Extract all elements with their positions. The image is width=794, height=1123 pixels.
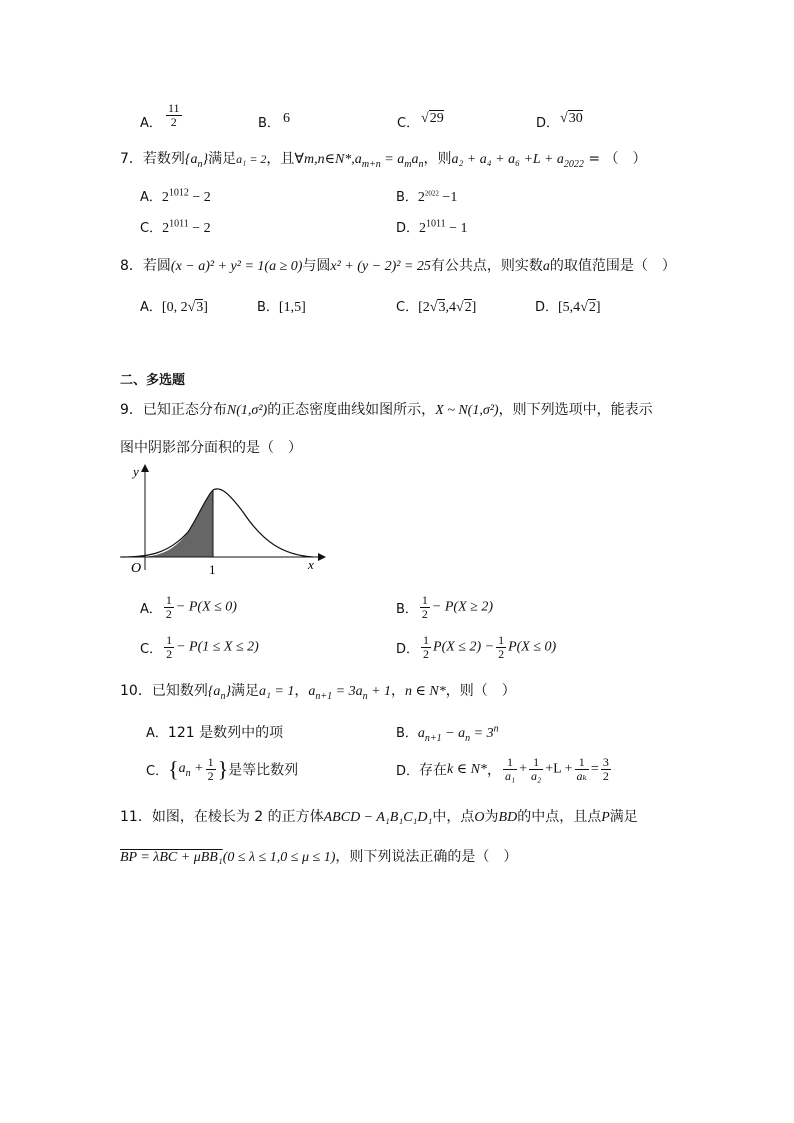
q6-d-radicand: 30 xyxy=(568,111,583,126)
q10-option-c-text: 是等比数列 xyxy=(228,762,299,779)
q11-point-o: O xyxy=(474,810,485,825)
q10-c-brace-open: { xyxy=(168,756,179,782)
q9-option-d-expr1: P(X ≤ 2) − xyxy=(433,639,495,655)
q9-y-axis-arrow xyxy=(141,464,149,472)
q7-expr-end: = （ ） xyxy=(583,151,647,167)
q9-shaded-region xyxy=(136,490,213,557)
q11-stem-line2 xyxy=(120,846,517,866)
q10-cond2: $a_{n+1} = 3a_n + 1$ xyxy=(308,684,392,702)
q11-line2-end: ，则下列说法正确的是（ ） xyxy=(335,849,518,865)
q9-x-axis-arrow xyxy=(318,553,326,561)
q8-circle1: (x − a)² + y² = 1(a ≥ 0) xyxy=(170,259,303,274)
q7-option-a-label: A． xyxy=(140,190,162,205)
q8-option-d xyxy=(535,296,601,316)
q8-option-c xyxy=(396,296,476,316)
q9-tick-label: 1 xyxy=(209,562,216,577)
q7-stem-mid3: ，则 xyxy=(423,151,452,167)
q10-option-d xyxy=(396,756,613,783)
q9-stem-line2: 图中阴影部分面积的是（ ） xyxy=(120,440,302,456)
q10-c-brace-close: } xyxy=(217,756,229,782)
q6-option-a-fraction xyxy=(166,102,182,129)
q10-option-d-cond: k ∈ N* xyxy=(447,762,487,777)
q6-c-radicand: 29 xyxy=(429,111,444,126)
q10-d-sum-tail: +L + xyxy=(545,761,573,777)
q7-option-d-label: D． xyxy=(396,221,420,236)
q9-d-half-1: $\frac{1}{2}$ xyxy=(423,633,430,661)
q10-option-c xyxy=(146,756,298,783)
q10-option-c-label: C． xyxy=(146,764,169,779)
q10-option-d-label: D． xyxy=(396,764,420,779)
section-title-multiple-choice: 二、多选题 xyxy=(120,373,186,388)
q10-option-a-label: A． xyxy=(146,726,168,741)
q8-stem-tail: 的取值范围是（ ） xyxy=(549,258,676,274)
q8-option-a-value: [0, 2√3] xyxy=(161,300,208,315)
q7-stem xyxy=(120,148,647,170)
q10-d-frac-1: $\frac{1}{\text{a₁}}$ xyxy=(504,755,516,783)
q9-line1-mid: 的正态密度曲线如图所示， xyxy=(267,402,436,418)
q10-option-a xyxy=(146,722,283,742)
q11-cube: ABCD − A₁B₁C₁D₁ xyxy=(323,810,433,825)
q8-option-c-value: [2√3,4√2] xyxy=(418,300,477,315)
q8-circle2: x² + (y − 2)² = 25 xyxy=(330,259,431,274)
q10-cond3: n ∈ N* xyxy=(405,684,446,699)
q11-cond: (0 ≤ λ ≤ 1,0 ≤ μ ≤ 1) xyxy=(222,850,336,865)
q11-segment-bd: BD xyxy=(498,810,518,825)
q7-stem-mid1: 满足 xyxy=(208,151,237,167)
q10-option-d-text: 存在 xyxy=(419,762,448,779)
q9-c-half: $\frac{1}{2}$ xyxy=(166,633,173,661)
q10-stem xyxy=(120,680,516,702)
q11-vector-eq: BP = λBC + μBB₁ xyxy=(120,850,223,865)
q6-a-num: 11 xyxy=(168,101,180,115)
q6-options xyxy=(140,101,700,134)
q7-option-b xyxy=(396,186,457,206)
q6-option-d-value: √30 xyxy=(560,111,583,126)
q9-x-label: x xyxy=(308,557,314,572)
q10-option-b-expr: $a_{n+1} - a_n = 3^n$ xyxy=(417,723,499,744)
q8-stem-mid: 与圆 xyxy=(302,258,331,274)
q11-line1-end: 满足 xyxy=(609,809,638,825)
q10-d-frac-2: $\frac{1}{\text{a₂}}$ xyxy=(531,755,542,783)
q7-expr: $a_2 + a_4 + a_6 +L + a_{2022}$ xyxy=(451,152,584,170)
q7-option-d xyxy=(396,217,468,237)
q11-point-p: P xyxy=(601,810,610,825)
q8-option-a-label: A． xyxy=(140,300,162,315)
q9-option-b-label: B． xyxy=(396,602,418,617)
q10-stem-pre: 10．已知数列 xyxy=(120,683,208,699)
q7-cond2: $m,n\in N*,a_{m+n} = a_ma_n$ xyxy=(304,152,424,170)
q10-d-sep: ， xyxy=(486,762,501,779)
q9-d-half-2: $\frac{1}{2}$ xyxy=(498,633,505,661)
q8-option-c-label: C． xyxy=(396,300,419,315)
q9-dist2: X ~ N(1,σ²) xyxy=(435,403,499,418)
q6-a-den: 2 xyxy=(170,115,177,129)
q10-option-b-label: B． xyxy=(396,726,418,741)
q10-option-a-text: 121 是数列中的项 xyxy=(167,725,284,741)
q7-option-b-value: $2^{2022} -1$ xyxy=(417,189,458,205)
q7-option-c-value: $2^{1011} - 2$ xyxy=(162,218,211,236)
q8-option-d-label: D． xyxy=(535,300,559,315)
q8-stem xyxy=(120,255,676,275)
q7-cond1: a₁ = 2 xyxy=(236,152,267,166)
q8-var: a xyxy=(542,259,550,274)
q8-option-b-value: [1,5] xyxy=(278,300,306,315)
q7-seq: $\{a_n\}$ xyxy=(184,152,209,170)
q6-option-c-label: C． xyxy=(397,116,420,131)
q7-option-a-value: $2^{1012} - 2$ xyxy=(161,187,211,205)
q10-option-b xyxy=(396,722,499,744)
q9-option-b xyxy=(396,594,493,621)
q9-density-curve xyxy=(122,489,313,557)
q10-sep-2: ， xyxy=(391,683,406,699)
q10-d-plus: + xyxy=(519,761,528,777)
q7-stem-pre: 7．若数列 xyxy=(120,151,185,167)
q10-seq: $\{a_n\}$ xyxy=(207,684,232,702)
q8-option-d-value: [5,4√2] xyxy=(558,300,601,315)
q11-line1-mid2: 为 xyxy=(484,809,499,825)
q6-option-c-value: √29 xyxy=(421,111,444,126)
q7-stem-mid2: ，且∀ xyxy=(266,151,304,167)
q9-a-half: $\frac{1}{2}$ xyxy=(165,593,172,621)
q9-b-half: $\frac{1}{2}$ xyxy=(421,593,428,621)
q11-line1-pre: 11．如图，在棱长为 2 的正方体 xyxy=(120,809,324,825)
q10-stem-mid: 满足 xyxy=(231,683,260,699)
q10-d-eq: = xyxy=(590,761,599,777)
q7-option-d-value: $2^{1011} - 1$ xyxy=(419,218,468,236)
q6-option-b-label: B． xyxy=(258,116,280,131)
q9-option-a-expr: − P(X ≤ 0) xyxy=(175,599,237,615)
q11-line1-mid: 中，点 xyxy=(432,809,475,825)
q9-option-d-expr2: P(X ≤ 0) xyxy=(508,639,557,655)
q8-option-b xyxy=(257,296,306,316)
q9-option-c-expr: − P(1 ≤ X ≤ 2) xyxy=(176,639,259,655)
q6-option-b-value: 6 xyxy=(283,111,290,126)
q7-option-c xyxy=(140,217,211,237)
q9-stem-line1 xyxy=(120,399,653,419)
q9-option-c xyxy=(140,634,259,661)
q9-option-c-label: C． xyxy=(140,642,163,657)
q9-origin-label: O xyxy=(131,561,142,576)
q11-line1-mid3: 的中点，且点 xyxy=(517,809,602,825)
q11-stem-line1 xyxy=(120,806,638,826)
q10-c-fraction: $\frac{1}{2}$ xyxy=(207,755,214,783)
q6-option-d-label: D． xyxy=(536,116,560,131)
q10-c-expr: $a_n$ + xyxy=(178,760,204,779)
q9-y-label: y xyxy=(133,464,139,479)
q9-option-b-expr: − P(X ≥ 2) xyxy=(431,599,493,615)
q8-option-b-label: B． xyxy=(257,300,279,315)
q9-option-a-label: A． xyxy=(140,602,162,617)
q9-option-a xyxy=(140,594,237,621)
q7-option-c-label: C． xyxy=(140,221,163,236)
q9-option-d-label: D． xyxy=(396,642,420,657)
q6-option-a-label: A． xyxy=(140,116,162,131)
q9-option-d xyxy=(396,634,556,661)
q9-line1-end: ，则下列选项中，能表示 xyxy=(498,402,653,418)
q10-d-frac-3: $\frac{1}{\text{aₖ}}$ xyxy=(576,755,587,783)
q10-d-result: $\frac{3}{2}$ xyxy=(602,755,609,783)
q8-option-a xyxy=(140,296,208,316)
q8-stem-pre: 8．若圆 xyxy=(120,258,171,274)
q10-sep-1: ， xyxy=(294,683,309,699)
q8-stem-end: 有公共点，则实数 xyxy=(430,258,543,274)
q9-line1-pre: 9．已知正态分布 xyxy=(120,402,227,418)
q9-dist: N(1,σ²) xyxy=(226,403,268,418)
q10-stem-end: ，则（ ） xyxy=(445,683,516,699)
q10-cond1: a₁ = 1 xyxy=(259,684,295,699)
q9-normal-curve-figure xyxy=(118,462,328,582)
q7-option-b-label: B． xyxy=(396,190,418,205)
q7-option-a xyxy=(140,186,211,206)
